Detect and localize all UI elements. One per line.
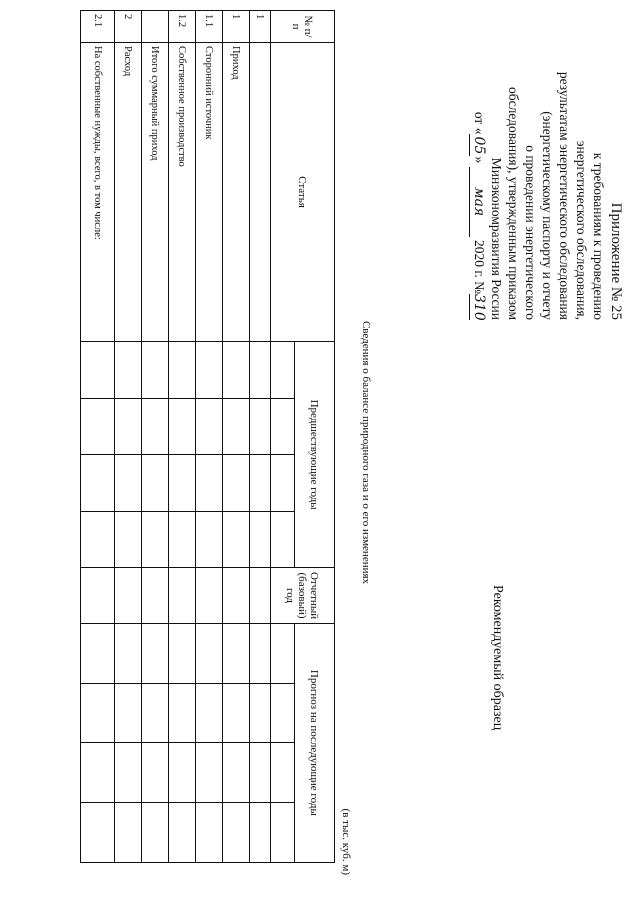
header-article: Статья: [271, 43, 335, 342]
value-cell: [169, 511, 196, 568]
row-article: Собственное производство: [169, 43, 196, 342]
value-cell: [142, 683, 169, 743]
balance-table-wrapper: [80, 10, 335, 863]
column-number: [250, 683, 271, 743]
value-cell: [223, 803, 250, 863]
table-row: [196, 11, 223, 863]
year-cell: [271, 803, 295, 863]
table-row: [169, 11, 196, 863]
value-cell: [142, 623, 169, 683]
header-previous-years: Предшествующие годы: [295, 341, 335, 567]
value-cell: [196, 398, 223, 455]
value-cell: [196, 568, 223, 624]
appendix-line: энергетического обследования,: [574, 140, 589, 320]
value-cell: [81, 398, 115, 455]
appendix-date-line: [469, 72, 488, 320]
order-number: 310: [471, 294, 487, 321]
appendix-line: о проведении энергетического: [523, 145, 538, 320]
value-cell: [81, 455, 115, 512]
table-row: [142, 11, 169, 863]
column-number: 1: [250, 11, 271, 43]
appendix-line: к требованиям к проведению: [591, 152, 606, 320]
value-cell: [81, 623, 115, 683]
appendix-line: обследования), утвержденным приказом: [506, 86, 521, 320]
appendix-line: Минэкономразвития России: [489, 157, 504, 320]
value-cell: [115, 455, 142, 512]
column-number: [250, 743, 271, 803]
row-article: На собственные нужды, всего, в том числе:: [81, 43, 115, 342]
date-month: мая: [469, 167, 487, 237]
value-cell: [115, 568, 142, 624]
row-number: 2: [115, 11, 142, 43]
value-cell: [196, 683, 223, 743]
column-number: [250, 511, 271, 568]
value-cell: [169, 455, 196, 512]
row-number: 1: [223, 11, 250, 43]
header-num: № п/п: [271, 11, 335, 43]
table-row: [115, 11, 142, 863]
column-number: [250, 398, 271, 455]
value-cell: [142, 803, 169, 863]
value-cell: [169, 623, 196, 683]
value-cell: [169, 398, 196, 455]
row-number: 1.1: [196, 11, 223, 43]
value-cell: [169, 743, 196, 803]
table-row: [81, 11, 115, 863]
value-cell: [81, 683, 115, 743]
date-prefix: от «: [472, 111, 487, 135]
value-cell: [196, 341, 223, 398]
column-number: [250, 43, 271, 342]
value-cell: [81, 743, 115, 803]
value-cell: [142, 398, 169, 455]
value-cell: [115, 341, 142, 398]
value-cell: [142, 455, 169, 512]
value-cell: [115, 511, 142, 568]
value-cell: [142, 568, 169, 624]
row-article: Итого суммарный приход: [142, 43, 169, 342]
value-cell: [196, 511, 223, 568]
value-cell: [142, 743, 169, 803]
value-cell: [196, 455, 223, 512]
row-article: Расход: [115, 43, 142, 342]
value-cell: [81, 568, 115, 624]
row-number: [142, 11, 169, 43]
year-cell: [271, 683, 295, 743]
year-cell: [271, 455, 295, 512]
header-forecast-years: Прогноз на последующие годы: [295, 623, 335, 862]
date-year: 2020 г. №: [472, 236, 487, 294]
value-cell: [223, 683, 250, 743]
value-cell: [223, 455, 250, 512]
header-reporting-year: Отчетный (базовый) год: [271, 568, 335, 624]
column-number: [250, 623, 271, 683]
value-cell: [169, 341, 196, 398]
value-cell: [196, 623, 223, 683]
value-cell: [223, 398, 250, 455]
value-cell: [223, 341, 250, 398]
year-cell: [271, 341, 295, 398]
appendix-block: [469, 72, 624, 320]
value-cell: [142, 341, 169, 398]
appendix-line: (энергетическому паспорту и отчету: [540, 111, 555, 320]
units-label: (в тыс. куб. м): [340, 808, 352, 875]
year-cell: [271, 511, 295, 568]
column-number: [250, 803, 271, 863]
document-title: Сведения о балансе природного газа и о его изменениях: [360, 320, 372, 585]
row-number: 1.2: [169, 11, 196, 43]
appendix-title: Приложение № 25: [608, 202, 624, 320]
value-cell: [115, 743, 142, 803]
value-cell: [115, 398, 142, 455]
column-number: [250, 341, 271, 398]
value-cell: [196, 743, 223, 803]
value-cell: [169, 568, 196, 624]
year-cell: [271, 743, 295, 803]
row-article: Приход: [223, 43, 250, 342]
appendix-line: результатам энергетического обследования: [557, 71, 572, 320]
year-cell: [271, 623, 295, 683]
table-row: [223, 11, 250, 863]
value-cell: [223, 743, 250, 803]
row-article: Сторонний источник: [196, 43, 223, 342]
recommended-sample-label: Рекомендуемый образец: [490, 585, 505, 731]
value-cell: [223, 623, 250, 683]
value-cell: [223, 511, 250, 568]
value-cell: [169, 803, 196, 863]
value-cell: [169, 683, 196, 743]
column-number: [250, 568, 271, 624]
value-cell: [81, 341, 115, 398]
value-cell: [81, 511, 115, 568]
row-number: 2.1: [81, 11, 115, 43]
value-cell: [115, 803, 142, 863]
value-cell: [115, 683, 142, 743]
value-cell: [142, 511, 169, 568]
value-cell: [196, 803, 223, 863]
value-cell: [81, 803, 115, 863]
column-number: [250, 455, 271, 512]
value-cell: [223, 568, 250, 624]
date-day: 05: [469, 134, 487, 156]
date-mid: »: [472, 156, 487, 167]
year-cell: [271, 398, 295, 455]
balance-table: [80, 10, 335, 863]
column-number-row: [250, 11, 271, 863]
value-cell: [115, 623, 142, 683]
